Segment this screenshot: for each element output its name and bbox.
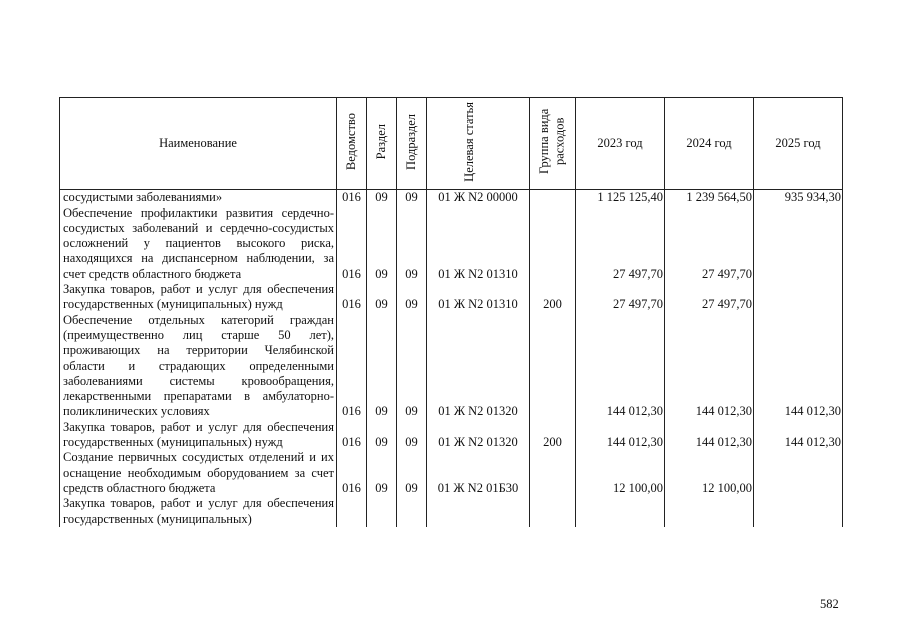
row-razdel: 09 — [367, 313, 397, 420]
row-gruppa — [530, 496, 576, 527]
row-podrazdel: 09 — [397, 206, 427, 282]
col-header-name: Наименование — [60, 98, 337, 190]
row-2023: 27 497,70 — [576, 282, 665, 313]
row-podrazdel: 09 — [397, 450, 427, 496]
row-razdel: 09 — [367, 282, 397, 313]
row-vedomstvo — [337, 496, 367, 527]
row-2024: 12 100,00 — [665, 450, 754, 496]
table-row — [60, 450, 843, 496]
row-gruppa — [530, 190, 576, 206]
row-2023: 12 100,00 — [576, 450, 665, 496]
row-2024: 144 012,30 — [665, 313, 754, 420]
row-podrazdel: 09 — [397, 313, 427, 420]
row-podrazdel: 09 — [397, 420, 427, 451]
row-vedomstvo: 016 — [337, 313, 367, 420]
table-row — [60, 206, 843, 282]
row-vedomstvo: 016 — [337, 206, 367, 282]
table-row — [60, 190, 843, 206]
row-tselevaya: 01 Ж N2 01320 — [427, 313, 530, 420]
row-tselevaya: 01 Ж N2 01Б30 — [427, 450, 530, 496]
col-header-gruppa: Группа вида расходов — [530, 98, 576, 190]
row-2024: 27 497,70 — [665, 282, 754, 313]
col-header-razdel: Раздел — [367, 98, 397, 190]
row-vedomstvo: 016 — [337, 190, 367, 206]
col-header-2023: 2023 год — [576, 98, 665, 190]
row-vedomstvo: 016 — [337, 450, 367, 496]
row-name: сосудистыми заболеваниями» — [60, 190, 337, 206]
row-tselevaya: 01 Ж N2 01310 — [427, 282, 530, 313]
row-podrazdel — [397, 496, 427, 527]
row-name: Создание первичных сосудистых отделений и их оснащение необходимым оборудованием за счет средств областного бюджета — [60, 450, 337, 496]
table-row — [60, 420, 843, 451]
row-name: Закупка товаров, работ и услуг для обеспечения государственных (муниципальных) нужд — [60, 420, 337, 451]
row-2025: 144 012,30 — [754, 420, 843, 451]
row-2025: 144 012,30 — [754, 313, 843, 420]
table-header-row — [60, 98, 843, 190]
row-razdel: 09 — [367, 206, 397, 282]
row-name: Обеспечение отдельных категорий граждан (преимущественно лиц старше 50 лет), проживающих на территории Челябинской области и страдающих определенными заболеваниями системы кровообращения, лекарственными препаратами в амбулаторно-поликлинических условиях — [60, 313, 337, 420]
col-header-2025: 2025 год — [754, 98, 843, 190]
row-2025: 935 934,30 — [754, 190, 843, 206]
row-razdel: 09 — [367, 420, 397, 451]
table-row — [60, 282, 843, 313]
row-gruppa: 200 — [530, 420, 576, 451]
row-2023: 27 497,70 — [576, 206, 665, 282]
row-2023: 1 125 125,40 — [576, 190, 665, 206]
row-2024: 1 239 564,50 — [665, 190, 754, 206]
row-tselevaya: 01 Ж N2 01320 — [427, 420, 530, 451]
table-body — [60, 190, 843, 527]
row-gruppa — [530, 206, 576, 282]
table-row — [60, 313, 843, 420]
row-2025 — [754, 496, 843, 527]
row-2025 — [754, 206, 843, 282]
row-vedomstvo: 016 — [337, 420, 367, 451]
row-2023 — [576, 496, 665, 527]
row-podrazdel: 09 — [397, 282, 427, 313]
row-name: Закупка товаров, работ и услуг для обеспечения государственных (муниципальных) нужд — [60, 282, 337, 313]
row-2024 — [665, 496, 754, 527]
row-gruppa: 200 — [530, 282, 576, 313]
row-razdel — [367, 496, 397, 527]
row-name: Обеспечение профилактики развития сердечно-сосудистых заболеваний и сердечно-сосудистых осложнений у пациентов высокого риска, находящихся на диспансерном наблюдении, за счет средств областного бюджета — [60, 206, 337, 282]
col-header-2024: 2024 год — [665, 98, 754, 190]
row-name: Закупка товаров, работ и услуг для обеспечения государственных (муниципальных) — [60, 496, 337, 527]
row-razdel: 09 — [367, 190, 397, 206]
row-vedomstvo: 016 — [337, 282, 367, 313]
row-2023: 144 012,30 — [576, 313, 665, 420]
row-gruppa — [530, 313, 576, 420]
row-tselevaya: 01 Ж N2 00000 — [427, 190, 530, 206]
row-2023: 144 012,30 — [576, 420, 665, 451]
row-2025 — [754, 282, 843, 313]
row-gruppa — [530, 450, 576, 496]
row-2024: 27 497,70 — [665, 206, 754, 282]
col-header-vedomstvo: Ведомство — [337, 98, 367, 190]
row-tselevaya: 01 Ж N2 01310 — [427, 206, 530, 282]
table-row — [60, 496, 843, 527]
row-2024: 144 012,30 — [665, 420, 754, 451]
col-header-podrazdel: Подраздел — [397, 98, 427, 190]
col-header-tselevaya: Целевая статья — [427, 98, 530, 190]
budget-table — [59, 97, 843, 527]
row-2025 — [754, 450, 843, 496]
row-razdel: 09 — [367, 450, 397, 496]
row-podrazdel: 09 — [397, 190, 427, 206]
page-number: 582 — [820, 597, 839, 611]
row-tselevaya — [427, 496, 530, 527]
